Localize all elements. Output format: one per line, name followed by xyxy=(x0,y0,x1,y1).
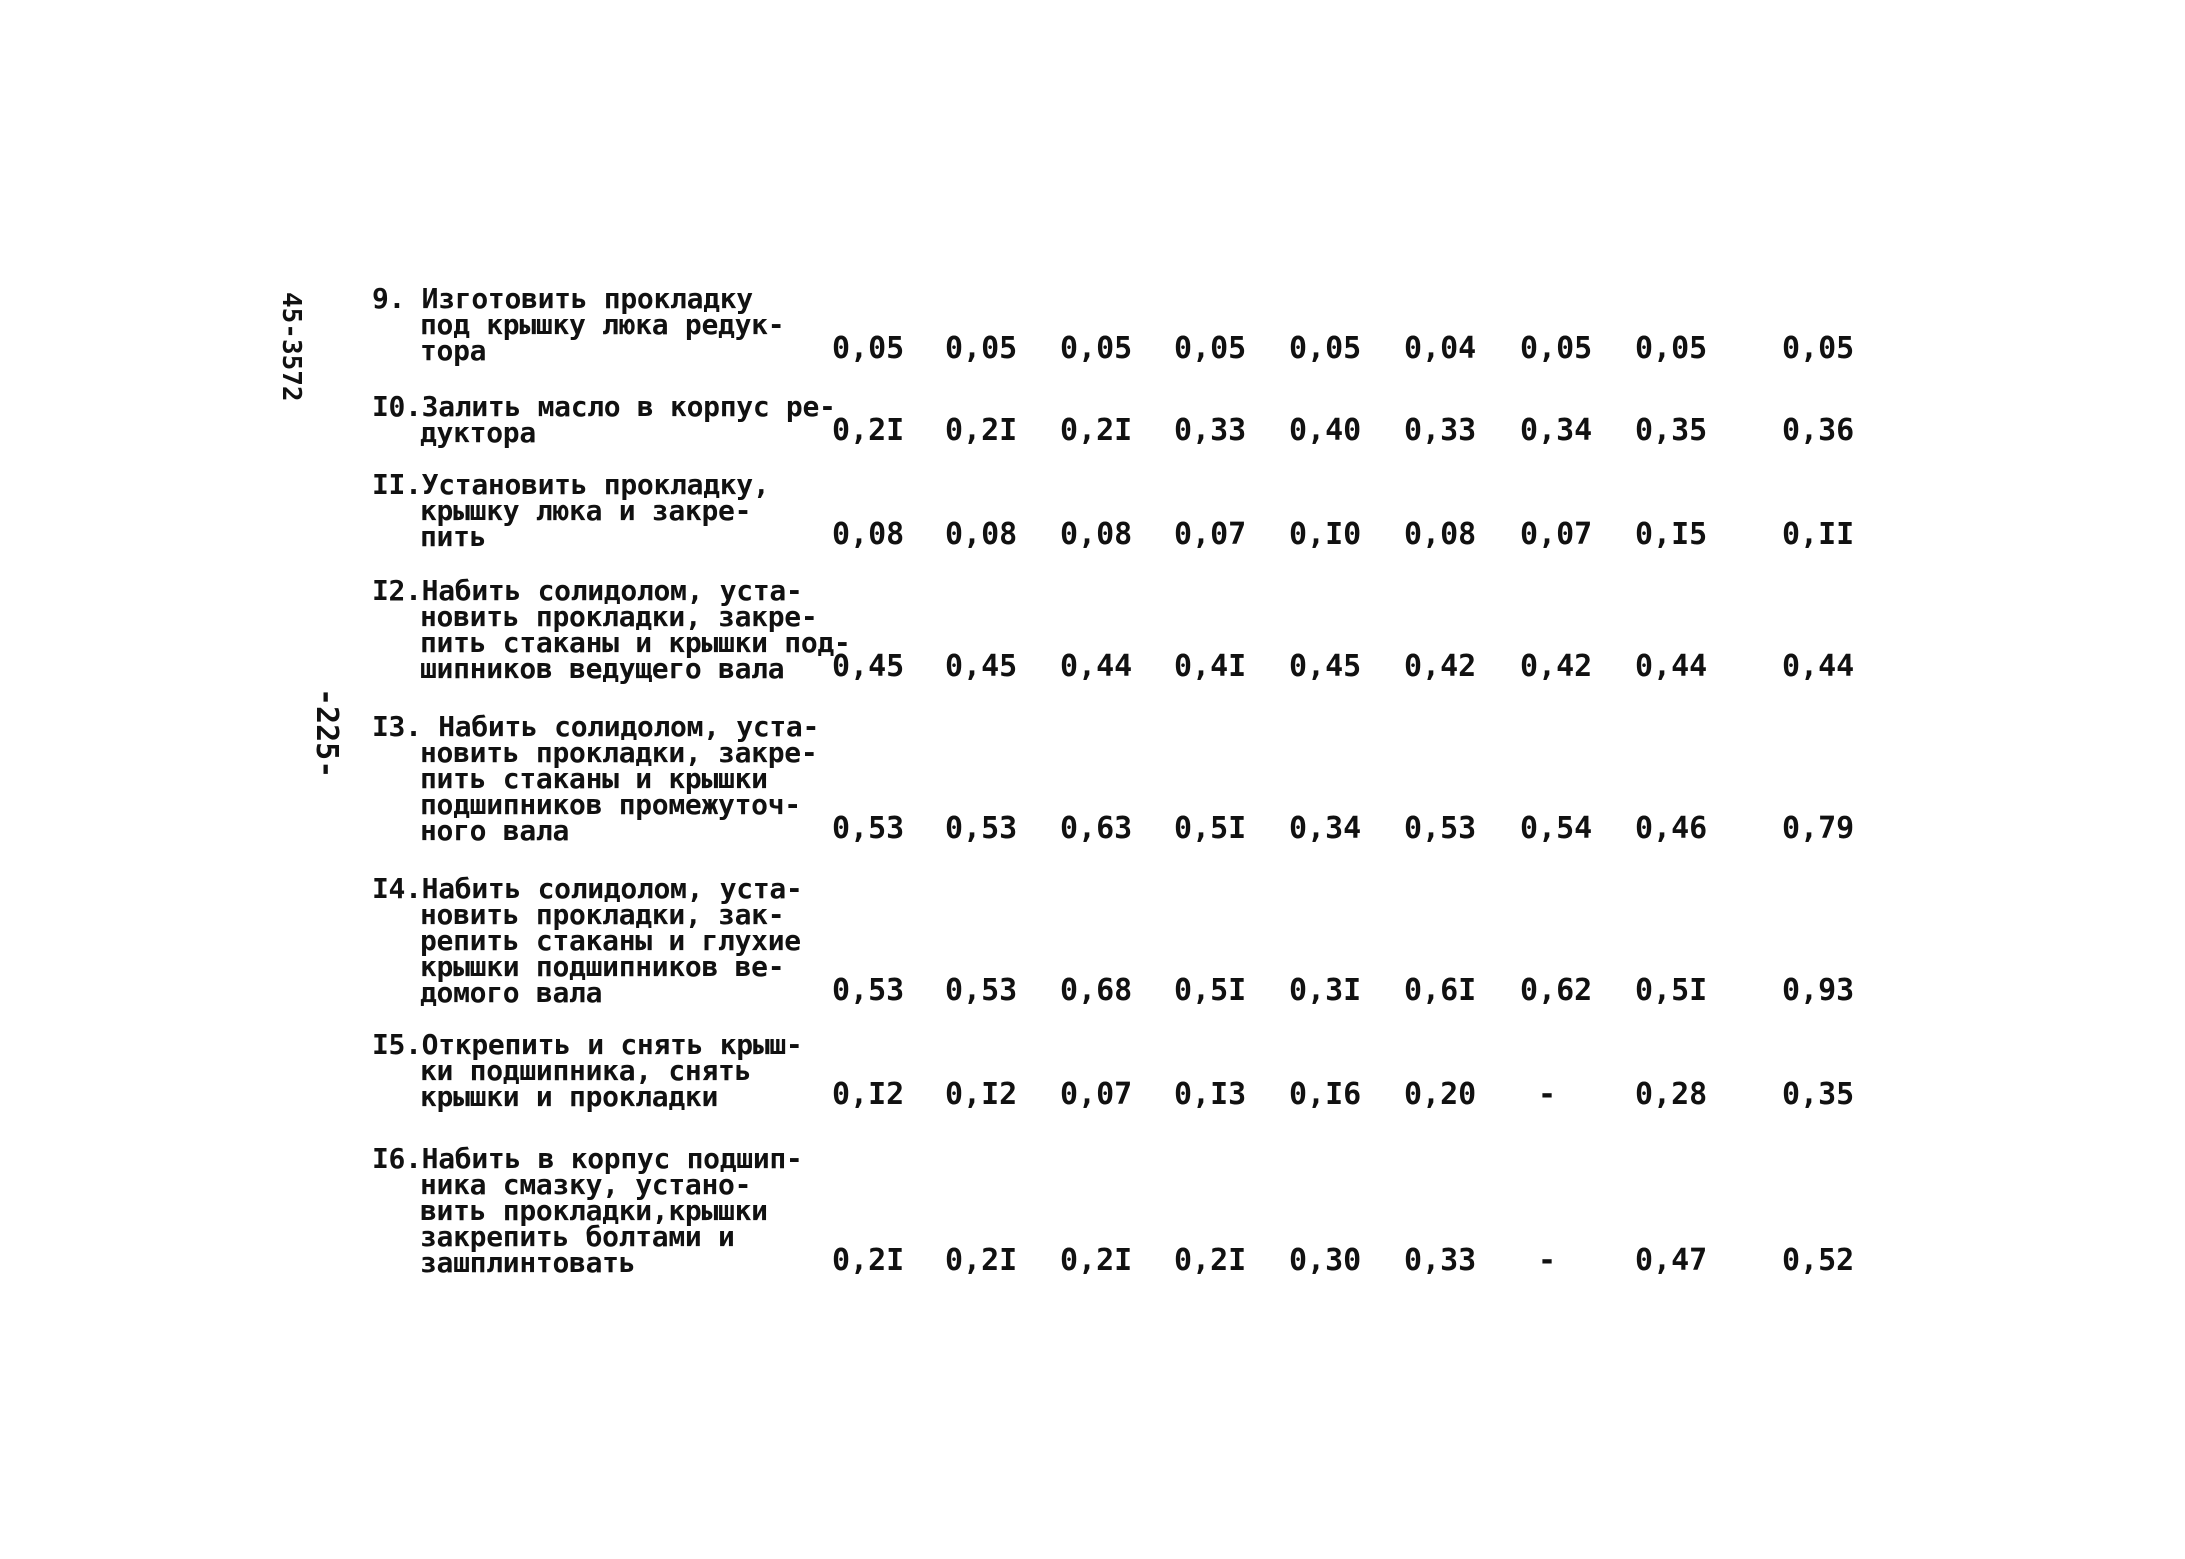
time-value: 0,2I xyxy=(945,413,1018,448)
time-value: 0,2I xyxy=(1060,413,1133,448)
time-value: 0,05 xyxy=(832,331,905,366)
time-value: 0,53 xyxy=(1404,811,1477,846)
time-value: 0,5I xyxy=(1635,973,1708,1008)
description-line: I4.Набить солидолом, уста- xyxy=(372,872,803,905)
time-value: 0,07 xyxy=(1174,517,1247,552)
description-line: пить xyxy=(420,520,487,553)
time-value: 0,05 xyxy=(1060,331,1133,366)
time-value: 0,53 xyxy=(945,973,1018,1008)
time-value: 0,46 xyxy=(1635,811,1708,846)
time-value: 0,93 xyxy=(1782,973,1855,1008)
description-line: вить прокладки,крышки xyxy=(420,1194,768,1227)
operation-description xyxy=(372,282,832,367)
time-value: 0,54 xyxy=(1520,811,1593,846)
time-value: 0,II xyxy=(1782,517,1855,552)
document-code: 45-3572 xyxy=(276,292,306,402)
time-value: 0,5I xyxy=(1174,973,1247,1008)
operation-description xyxy=(372,710,832,847)
page-number: -225- xyxy=(309,688,344,779)
description-line: I2.Набить солидолом, уста- xyxy=(372,574,803,607)
operation-description xyxy=(372,1028,832,1113)
description-line: под крышку люка редук- xyxy=(420,308,785,341)
time-value: 0,05 xyxy=(1635,331,1708,366)
time-value: 0,34 xyxy=(1520,413,1593,448)
time-value: 0,07 xyxy=(1060,1077,1133,1112)
time-value: 0,05 xyxy=(1174,331,1247,366)
time-value: 0,63 xyxy=(1060,811,1133,846)
time-value: 0,30 xyxy=(1289,1243,1362,1278)
description-line: I5.Открепить и снять крыш- xyxy=(372,1028,803,1061)
time-value: 0,08 xyxy=(832,517,905,552)
time-value: 0,4I xyxy=(1174,649,1247,684)
description-line: новить прокладки, закре- xyxy=(420,600,818,633)
time-value: 0,45 xyxy=(1289,649,1362,684)
time-value: 0,52 xyxy=(1782,1243,1855,1278)
time-value: 0,I0 xyxy=(1289,517,1362,552)
time-value: - xyxy=(1538,1243,1557,1278)
description-line: репить стаканы и глухие xyxy=(420,924,801,957)
time-value: 0,53 xyxy=(832,811,905,846)
time-value: 0,42 xyxy=(1404,649,1477,684)
description-line: крышки подшипников ве- xyxy=(420,950,785,983)
time-value: 0,08 xyxy=(1060,517,1133,552)
time-value: 0,34 xyxy=(1289,811,1362,846)
time-value: 0,I5 xyxy=(1635,517,1708,552)
time-value: 0,04 xyxy=(1404,331,1477,366)
time-value: 0,05 xyxy=(1289,331,1362,366)
time-value: 0,33 xyxy=(1404,1243,1477,1278)
time-value: 0,I2 xyxy=(832,1077,905,1112)
time-value: 0,3I xyxy=(1289,973,1362,1008)
description-line: пить стаканы и крышки xyxy=(420,762,768,795)
time-value: 0,79 xyxy=(1782,811,1855,846)
time-value: 0,I3 xyxy=(1174,1077,1247,1112)
description-line: домого вала xyxy=(420,976,603,1009)
description-line: тора xyxy=(420,334,487,367)
operation-description xyxy=(372,390,836,449)
time-value: 0,33 xyxy=(1404,413,1477,448)
time-value: 0,68 xyxy=(1060,973,1133,1008)
description-line: крышки и прокладки xyxy=(420,1080,719,1113)
time-value: 0,35 xyxy=(1782,1077,1855,1112)
description-line: II.Установить прокладку, xyxy=(372,468,770,501)
operation-description xyxy=(372,872,832,1009)
time-value: 0,62 xyxy=(1520,973,1593,1008)
time-value: 0,08 xyxy=(945,517,1018,552)
time-value: 0,44 xyxy=(1782,649,1855,684)
time-value: 0,2I xyxy=(832,413,905,448)
time-value: 0,05 xyxy=(1782,331,1855,366)
time-value: 0,2I xyxy=(945,1243,1018,1278)
description-line: дуктора xyxy=(420,416,536,449)
time-value: 0,05 xyxy=(945,331,1018,366)
time-value: 0,6I xyxy=(1404,973,1477,1008)
description-line: I3. Набить солидолом, уста- xyxy=(372,710,820,743)
time-value: - xyxy=(1538,1077,1557,1112)
operation-description xyxy=(372,468,832,553)
operation-description xyxy=(372,574,851,685)
description-line: новить прокладки, закре- xyxy=(420,736,818,769)
time-value: 0,33 xyxy=(1174,413,1247,448)
time-value: 0,I2 xyxy=(945,1077,1018,1112)
description-line: 9. Изготовить прокладку xyxy=(372,282,753,315)
time-value: 0,2I xyxy=(1060,1243,1133,1278)
time-value: 0,36 xyxy=(1782,413,1855,448)
time-value: 0,20 xyxy=(1404,1077,1477,1112)
time-value: 0,07 xyxy=(1520,517,1593,552)
description-line: ки подшипника, снять xyxy=(420,1054,752,1087)
time-value: 0,44 xyxy=(1635,649,1708,684)
time-value: 0,45 xyxy=(832,649,905,684)
time-value: 0,I6 xyxy=(1289,1077,1362,1112)
time-value: 0,28 xyxy=(1635,1077,1708,1112)
time-value: 0,35 xyxy=(1635,413,1708,448)
time-value: 0,53 xyxy=(945,811,1018,846)
time-value: 0,47 xyxy=(1635,1243,1708,1278)
time-value: 0,45 xyxy=(945,649,1018,684)
description-line: ника смазку, устано- xyxy=(420,1168,752,1201)
description-line: шипников ведущего вала xyxy=(420,652,785,685)
time-value: 0,2I xyxy=(832,1243,905,1278)
description-line: закрепить болтами и xyxy=(420,1220,735,1253)
description-line: крышку люка и закре- xyxy=(420,494,752,527)
time-value: 0,53 xyxy=(832,973,905,1008)
time-value: 0,44 xyxy=(1060,649,1133,684)
time-value: 0,40 xyxy=(1289,413,1362,448)
time-value: 0,42 xyxy=(1520,649,1593,684)
operation-description xyxy=(372,1142,832,1279)
description-line: пить стаканы и крышки под- xyxy=(420,626,851,659)
description-line: ного вала xyxy=(420,814,570,847)
description-line: I6.Набить в корпус подшип- xyxy=(372,1142,803,1175)
description-line: новить прокладки, зак- xyxy=(420,898,785,931)
time-value: 0,05 xyxy=(1520,331,1593,366)
time-value: 0,08 xyxy=(1404,517,1477,552)
time-value: 0,5I xyxy=(1174,811,1247,846)
description-line: зашплинтовать xyxy=(420,1246,636,1279)
time-value: 0,2I xyxy=(1174,1243,1247,1278)
description-line: I0.Залить масло в корпус ре- xyxy=(372,390,836,423)
description-line: подшипников промежуточ- xyxy=(420,788,801,821)
